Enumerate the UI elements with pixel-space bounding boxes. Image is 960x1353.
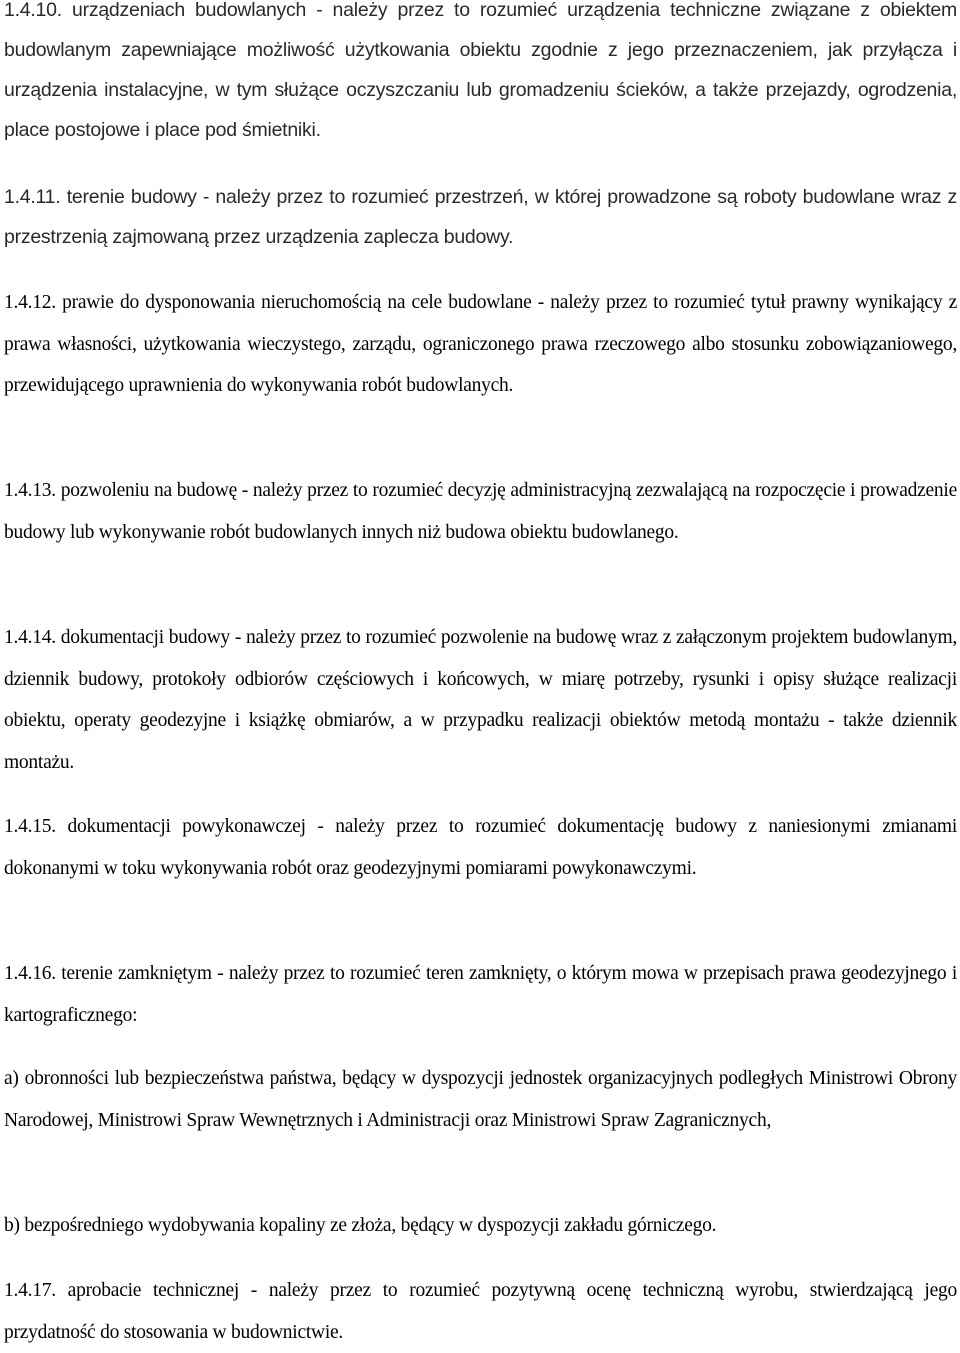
definition-1-4-17: 1.4.17. aprobacie technicznej - należy przez to rozumieć pozytywną ocenę techniczną wyrobu, stwierdzającą jego przydatność do stosowania w budownictwie.	[4, 1280, 957, 1343]
definition-1-4-13: 1.4.13. pozwoleniu na budowę - należy przez to rozumieć decyzję administracyjną zezwalającą na rozpoczęcie i prowadzenie budowy lub wykonywanie robót budowlanych innych niż budowa obiektu budowlanego.	[4, 480, 957, 543]
definition-1-4-11: 1.4.11. terenie budowy - należy przez to rozumieć przestrzeń, w której prowadzone są roboty budowlane wraz z przestrzenią zajmowaną przez urządzenia zaplecza budowy.	[4, 186, 957, 248]
definition-1-4-14: 1.4.14. dokumentacji budowy - należy przez to rozumieć pozwolenie na budowę wraz z załączonym projektem budowlanym, dziennik budowy, protokoły odbiorów częściowych i końcowych, w miarę potrzeby, rysunki i opisy służące realizacji obiektu, operaty geodezyjne i książkę obmiarów, a w przypadku realizacji obiektów metodą montażu - także dziennik montażu.	[4, 627, 957, 773]
definition-1-4-15: 1.4.15. dokumentacji powykonawczej - należy przez to rozumieć dokumentację budowy z naniesionymi zmianami dokonanymi w toku wykonywania robót oraz geodezyjnymi pomiarami powykonawczymi.	[4, 816, 957, 879]
definition-1-4-16-item-b: b) bezpośredniego wydobywania kopaliny ze złoża, będący w dyspozycji zakładu górniczego.	[4, 1215, 717, 1236]
definition-1-4-16: 1.4.16. terenie zamkniętym - należy przez to rozumieć teren zamknięty, o którym mowa w przepisach prawa geodezyjnego i kartograficznego:	[4, 963, 957, 1026]
definition-1-4-16-item-a: a) obronności lub bezpieczeństwa państwa, będący w dyspozycji jednostek organizacyjnych podległych Ministrowi Obrony Narodowej, Ministrowi Spraw Wewnętrznych i Administracji oraz Ministrowi Spraw Zagranicznych,	[4, 1068, 957, 1131]
definition-1-4-12: 1.4.12. prawie do dysponowania nieruchomością na cele budowlane - należy przez to rozumieć tytuł prawny wynikający z prawa własności, użytkowania wieczystego, zarządu, ograniczonego prawa rzeczowego albo stosunku zobowiązaniowego, przewidującego uprawnienia do wykonywania robót budowlanych.	[4, 292, 957, 396]
definition-1-4-10: 1.4.10. urządzeniach budowlanych - należy przez to rozumieć urządzenia techniczne związane z obiektem budowlanym zapewniające możliwość użytkowania obiektu zgodnie z jego przeznaczeniem, jak przyłącza i urządzenia instalacyjne, w tym służące oczyszczaniu lub gromadzeniu ścieków, a także przejazdy, ogrodzenia, place postojowe i place pod śmietniki.	[4, 0, 957, 141]
